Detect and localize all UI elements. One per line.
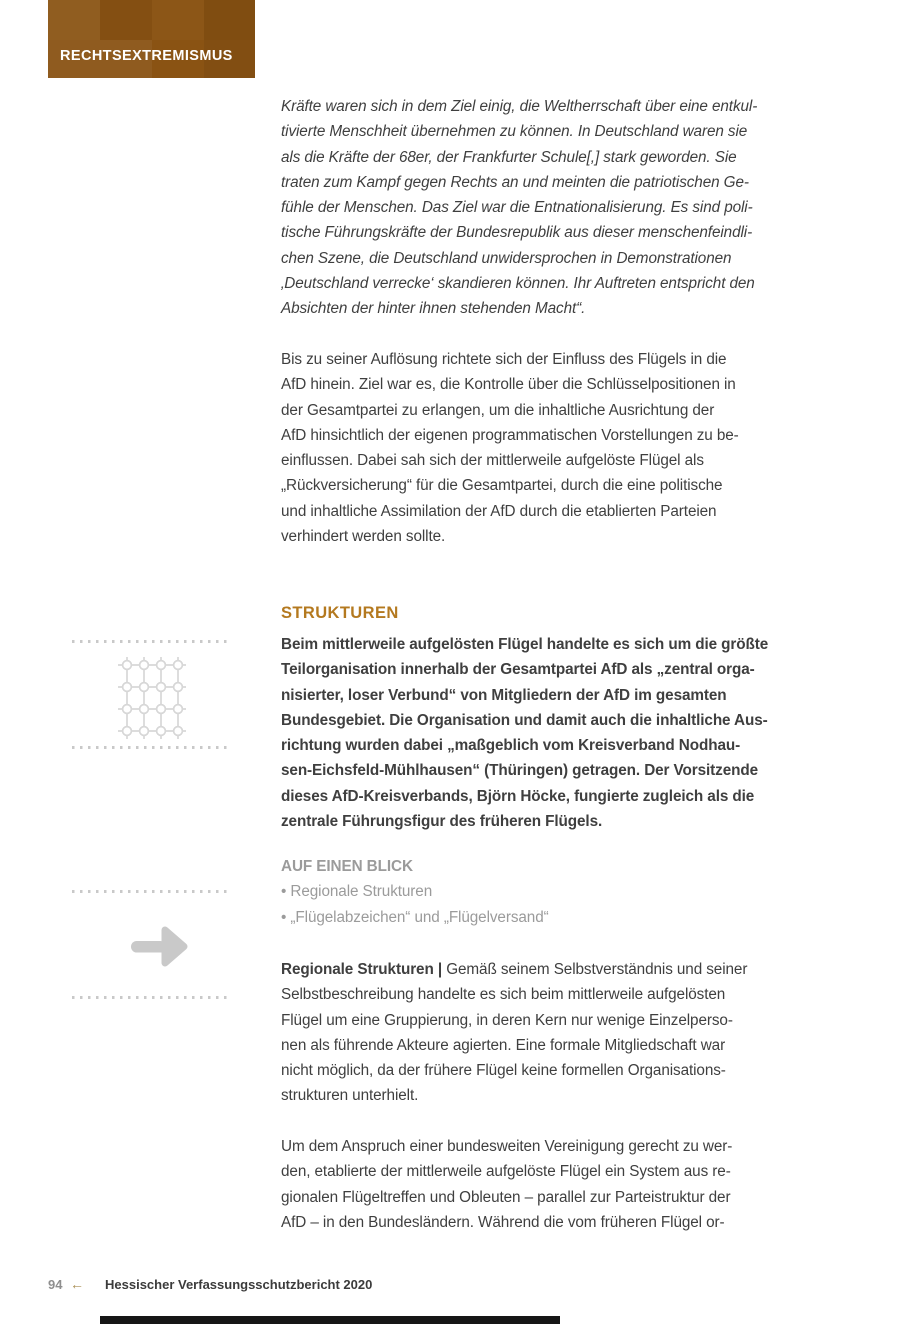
dotted-divider	[72, 640, 230, 643]
at-a-glance-bullet: • „Flügelabzeichen“ und „Flügelversand“	[281, 908, 549, 926]
regional-first-line	[281, 957, 803, 982]
at-a-glance-block	[281, 854, 803, 930]
dotted-divider	[72, 890, 230, 893]
network-grid-icon	[110, 653, 194, 748]
back-arrow-icon: ←	[70, 1276, 84, 1292]
intro-paragraph: Bis zu seiner Auflösung richtete sich der Einfluss des Flügels in die AfD hinein. Ziel war es, die Kontrolle über die Schlüsselpositionen in der Gesamtpartei zu erlangen, um die inhaltliche Ausrichtung der AfD hinsichtlich der eigenen programmatischen Vorstellungen zu be- einflussen. Dabei sah sich der mittlerweile aufgelöste Flügel als „Rückversicherung“ für die Gesamtpartei, durch die eine politische und inhaltliche Assimilation der AfD durch die etablierten Parteien verhindert werden sollte.	[281, 351, 739, 546]
regional-lines: Selbstbeschreibung handelte es sich beim mittlerweile aufgelösten Flügel um eine Gruppierung, in deren Kern nur wenige Einzelperso- nen als führende Akteure agierten. Eine formale Mitgliedschaft war nicht möglich, da der frühere Flügel keine formellen Organisations- strukturen unterhielt.	[281, 986, 733, 1105]
at-a-glance-title: AUF EINEN BLICK	[281, 858, 413, 875]
page-footer	[0, 1277, 900, 1295]
regional-structures-paragraph	[281, 957, 803, 1109]
page-number: 94	[48, 1277, 63, 1292]
section-heading: STRUKTUREN	[281, 604, 399, 622]
regional-lead: Regionale Strukturen |	[281, 961, 447, 978]
mosaic-tile	[48, 0, 100, 40]
quote-paragraph: Kräfte waren sich in dem Ziel einig, die Weltherrschaft über eine entkul- tivierte Menschheit übernehmen zu können. In Deutschland waren sie als die Kräfte der 68er, der Frankfurter Schule[,] stark geworden. Sie traten zum Kampf gegen Rechts an und meinten die patriotischen Ge- fühle der Menschen. Das Ziel war die Entnationalisierung. Es sind poli- tische Führungskräfte der Bundesrepublik aus dieser menschenfeindli- chen Szene, die Deutschland unwidersprochen in Demonstrationen ‚Deutschland verrecke‘ skandieren können. Ihr Auftreten entspricht den Absichten der hinter ihnen stehenden Macht“.	[281, 98, 758, 318]
bottom-edge-bar	[100, 1316, 560, 1324]
mosaic-tile	[100, 0, 152, 40]
mosaic-tile	[152, 0, 204, 40]
dotted-divider	[72, 996, 230, 999]
category-header-box	[48, 0, 255, 78]
right-arrow-icon	[128, 919, 192, 980]
closing-paragraph: Um dem Anspruch einer bundesweiten Vereinigung gerecht zu wer- den, etablierte der mittlerweile aufgelöste Flügel ein System aus re- gionalen Flügeltreffen und Obleuten – parallel zur Parteistruktur der AfD – in den Bundesländern. Während die vom früheren Flügel or-	[281, 1138, 733, 1231]
category-label: RECHTSEXTREMISMUS	[60, 48, 233, 64]
dotted-divider	[72, 746, 230, 749]
at-a-glance-bullet: • Regionale Strukturen	[281, 883, 433, 901]
report-title: Hessischer Verfassungsschutzbericht 2020	[105, 1277, 373, 1292]
summary-paragraph: Beim mittlerweile aufgelösten Flügel handelte es sich um die größte Teilorganisation innerhalb der Gesamtpartei AfD als „zentral orga- nisierter, loser Verbund“ von Mitgliedern der AfD im gesamten Bundesgebiet. Die Organisation und damit auch die inhaltliche Aus- richtung wurden dabei „maßgeblich vom Kreisverband Nodhau- sen-Eichsfeld-Mühlhausen“ (Thüringen) getragen. Der Vorsitzende dieses AfD-Kreisverbands, Björn Höcke, fungierte zugleich als die zentrale Führungsfigur des früheren Flügels.	[281, 636, 769, 831]
mosaic-tile	[204, 0, 255, 40]
regional-first-line-rest: Gemäß seinem Selbstverständnis und seiner	[446, 961, 748, 978]
